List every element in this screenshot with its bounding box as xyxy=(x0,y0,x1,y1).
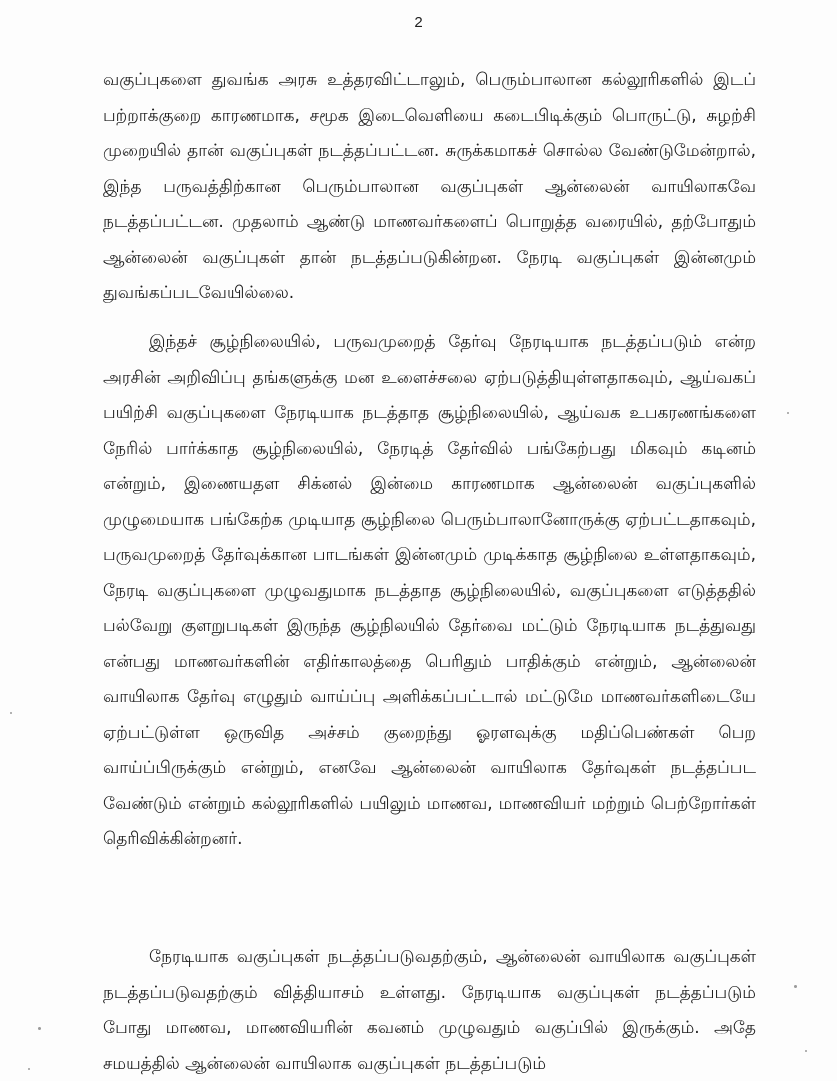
page-number: 2 xyxy=(414,14,423,31)
scan-speck xyxy=(805,1050,807,1052)
scan-speck xyxy=(38,1027,41,1030)
paragraph-3: நேரடியாக வகுப்புகள் நடத்தப்படுவதற்கும், ஆன்லைன் வாயிலாக வகுப்புகள் நடத்தப்படுவதற்கும் வித்தியாசம் உள்ளது. நேரடியாக வகுப்புகள் நடத்தப்படும் போது மாணவ, மாணவியரின் கவனம் முழுவதும் வகுப்பில் இருக்கும். அதே சமயத்தில் ஆன்லைன் வாயிலாக வகுப்புகள் நடத்தப்படும் xyxy=(103,947,756,1074)
scan-speck xyxy=(28,1068,30,1070)
paragraph-1: வகுப்புகளை துவங்க அரசு உத்தரவிட்டாலும், பெரும்பாலான கல்லூரிகளில் இடப் பற்றாக்குறை காரணமாக, சமூக இடைவெளியை கடைபிடிக்கும் பொருட்டு, சுழற்சி முறையில் தான் வகுப்புகள் நடத்தப்பட்டன. சுருக்கமாகச் சொல்ல வேண்டுமேன்றால், இந்த பருவத்திற்கான பெரும்பாலான வகுப்புகள் ஆன்லைன் வாயிலாகவே நடத்தப்பட்டன. முதலாம் ஆண்டு மாணவர்களைப் பொறுத்த வரையில், தற்போதும் ஆன்லைன் வகுப்புகள் தான் நடத்தப்படுகின்றன. நேரடி வகுப்புகள் இன்னமும் துவங்கப்படவேயில்லை. xyxy=(103,70,756,303)
scan-speck xyxy=(787,412,789,414)
scan-speck xyxy=(10,712,12,714)
paragraph-2: இந்தச் சூழ்நிலையில், பருவமுறைத் தேர்வு நேரடியாக நடத்தப்படும் என்ற அரசின் அறிவிப்பு தங்களுக்கு மன உளைச்சலை ஏற்படுத்தியுள்ளதாகவும், ஆய்வகப் பயிற்சி வகுப்புகளை நேரடியாக நடத்தாத சூழ்நிலையில், ஆய்வக உபகரணங்களை நேரில் பார்க்காத சூழ்நிலையில், நேரடித் தேர்வில் பங்கேற்பது மிகவும் கடினம் என்றும், இணையதள சிக்னல் இன்மை காரணமாக ஆன்லைன் வகுப்புகளில் முழுமையாக பங்கேற்க முடியாத சூழ்நிலை பெரும்பாலானோருக்கு ஏற்பட்டதாகவும், பருவமுறைத் தேர்வுக்கான பாடங்கள் இன்னமும் முடிக்காத சூழ்நிலை உள்ளதாகவும், நேரடி வகுப்புகளை முழுவதுமாக நடத்தாத சூழ்நிலையில், வகுப்புகளை எடுத்ததில் பல்வேறு குளறுபடிகள் இருந்த சூழ்நிலயில் தேர்வை மட்டும் நேரடியாக நடத்துவது என்பது மாணவர்களின் எதிர்காலத்தை பெரிதும் பாதிக்கும் என்றும், ஆன்லைன் வாயிலாக தேர்வு எழுதும் வாய்ப்பு அளிக்கப்பட்டால் மட்டுமே மாணவர்களிடையே ஏற்பட்டுள்ள ஒருவித அச்சம் குறைந்து ஓரளவுக்கு மதிப்பெண்கள் பெற வாய்ப்பிருக்கும் என்றும், எனவே ஆன்லைன் வாயிலாக தேர்வுகள் நடத்தப்பட வேண்டும் என்றும் கல்லூரிகளில் பயிலும் மாணவ, மாணவியர் மற்றும் பெற்றோர்கள் தெரிவிக்கின்றனர். xyxy=(103,332,756,849)
scan-speck xyxy=(794,985,797,988)
